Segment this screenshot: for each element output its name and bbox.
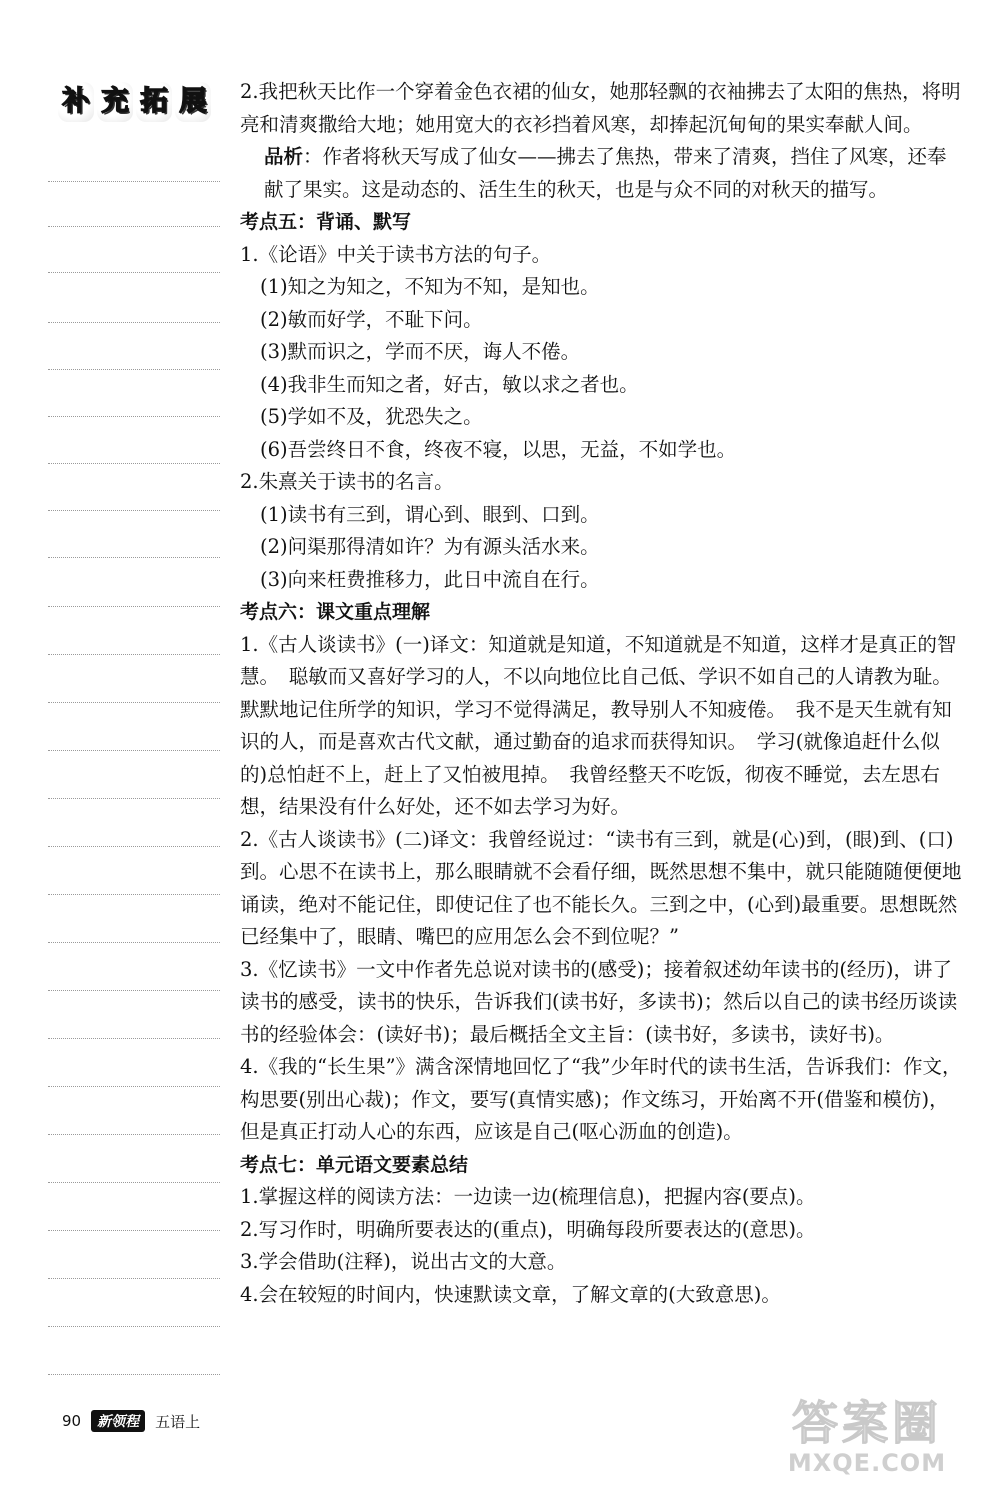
note-line (48, 226, 220, 227)
note-line (48, 1086, 220, 1087)
note-line (48, 510, 220, 511)
section-7-item: 2.写习作时，明确所要表达的(重点)，明确每段所要表达的(意思)。 (240, 1217, 816, 1241)
grade-label: 五语上 (155, 1412, 201, 1431)
section-7-heading: 考点七：单元语文要素总结 (240, 1153, 469, 1176)
note-line (48, 654, 220, 655)
note-line (48, 1182, 220, 1183)
note-line (48, 702, 220, 703)
list-item: (1)知之为知之，不知为不知，是知也。 (260, 275, 600, 298)
list-item: (1)读书有三到，谓心到、眼到、口到。 (260, 502, 600, 526)
section-5-heading: 考点五：背诵、默写 (240, 211, 412, 233)
note-line (48, 846, 220, 847)
section-6-item: 1.《古人谈读书》(一)译文：知道就是知道，不知道就是不知道，这样才是真正的智慧。 聪敏而又喜好学习的人，不以向地位比自己低、学识不如自己的人请教为耻。 默默地记住所学的知识，学习不觉得满足，教导别人不知疲倦。 我不是天生就有知识的人，而是喜欢古代文献，通过勤奋的追求而获得知识。 学习(就像追赶什么似的)总怕赶不上，赶上了又怕被甩掉。 我曾经整天不吃饭，彻夜不睡觉，去左思右想，结果没有什么好处，还不如去学习为好。 (240, 632, 962, 818)
note-line (48, 369, 220, 370)
section-6-item: 4.《我的“长生果”》满含深情地回忆了“我”少年时代的读书生活，告诉我们：作文，构思要(别出心裁)；作文，要写(真情实感)；作文练习，开始离不开(借鉴和模仿)，但是真正打动人心的东西，应该是自己(呕心沥血的创造)。 (240, 1055, 962, 1143)
list-item: (2)敏而好学，不耻下问。 (260, 307, 483, 331)
badge-char: 展 (175, 82, 211, 122)
watermark-url: MXQE.COM (787, 1449, 947, 1477)
note-line (48, 606, 220, 607)
badge-char: 补 (58, 82, 94, 122)
note-line (48, 272, 220, 273)
section-5-item-1: 1.《论语》中关于读书方法的句子。 (240, 242, 552, 266)
supplement-badge (58, 82, 211, 126)
watermark (762, 1398, 972, 1478)
note-line (48, 1134, 220, 1135)
page-number: 90 (62, 1412, 82, 1430)
section-7-item: 1.掌握这样的阅读方法：一边读一边(梳理信息)，把握内容(要点)。 (240, 1185, 816, 1208)
main-content (240, 76, 962, 1311)
list-item: (2)问渠那得清如许？为有源头活水来。 (260, 535, 600, 558)
analysis-paragraph (240, 141, 962, 206)
note-line (48, 1038, 220, 1039)
note-line (48, 990, 220, 991)
brand-logo: 新领程 (91, 1410, 145, 1432)
list-item: (6)吾尝终日不食，终夜不寝，以思，无益，不如学也。 (260, 437, 737, 461)
note-line (48, 322, 220, 323)
list-item: (3)默而识之，学而不厌，诲人不倦。 (260, 340, 581, 363)
page-footer (62, 1408, 200, 1434)
section-6-item: 2.《古人谈读书》(二)译文：我曾经说过：“读书有三到，就是(心)到，(眼)到、(口)到。心思不在读书上，那么眼睛就不会看仔细，既然思想不集中，就只能随随便便地诵读，绝对不能记住，即使记住了也不能长久。三到之中，(心到)最重要。思想既然已经集中了，眼睛、嘴巴的应用怎么会不到位呢？” (240, 827, 962, 948)
note-line (48, 942, 220, 943)
note-line (48, 1230, 220, 1231)
note-line (48, 557, 220, 558)
note-line (48, 894, 220, 895)
intro-item-2: 2.我把秋天比作一个穿着金色衣裙的仙女，她那轻飘的衣袖拂去了太阳的焦热，将明亮和清爽撒给大地；她用宽大的衣衫挡着风寒，却捧起沉甸甸的果实奉献人间。 (240, 80, 961, 136)
section-6-heading: 考点六：课文重点理解 (240, 601, 431, 623)
note-line (48, 463, 220, 464)
note-line (48, 1374, 220, 1375)
badge-char: 拓 (136, 82, 172, 122)
section-5-item-2: 2.朱熹关于读书的名言。 (240, 470, 454, 493)
note-line (48, 750, 220, 751)
analysis-label: 品析 (264, 145, 304, 168)
note-line (48, 1326, 220, 1327)
watermark-logo: 答案圈 (792, 1396, 942, 1450)
note-line (48, 181, 220, 182)
note-line (48, 1278, 220, 1279)
notes-sidebar (0, 0, 220, 1490)
list-item: (4)我非生而知之者，好古，敏以求之者也。 (260, 372, 639, 396)
section-6-item: 3.《忆读书》一文中作者先总说对读书的(感受)；接着叙述幼年读书的(经历)，讲了读书的感受，读书的快乐，告诉我们(读书好，多读书)；然后以自己的读书经历谈读书的经验体会：(读好书)；最后概括全文主旨：(读书好，多读书，读好书)。 (240, 957, 958, 1046)
section-7-item: 4.会在较短的时间内，快速默读文章，了解文章的(大致意思)。 (240, 1282, 781, 1306)
list-item: (5)学如不及，犹恐失之。 (260, 405, 483, 428)
note-line (48, 416, 220, 417)
list-item: (3)向来枉费推移力，此日中流自在行。 (260, 567, 600, 591)
note-line (48, 798, 220, 799)
section-7-item: 3.学会借助(注释)，说出古文的大意。 (240, 1250, 567, 1273)
analysis-text: ：作者将秋天写成了仙女——拂去了焦热，带来了清爽，挡住了风寒，还奉献了果实。这是动态的、活生生的秋天，也是与众不同的对秋天的描写。 (264, 145, 947, 201)
badge-char: 充 (97, 82, 133, 122)
